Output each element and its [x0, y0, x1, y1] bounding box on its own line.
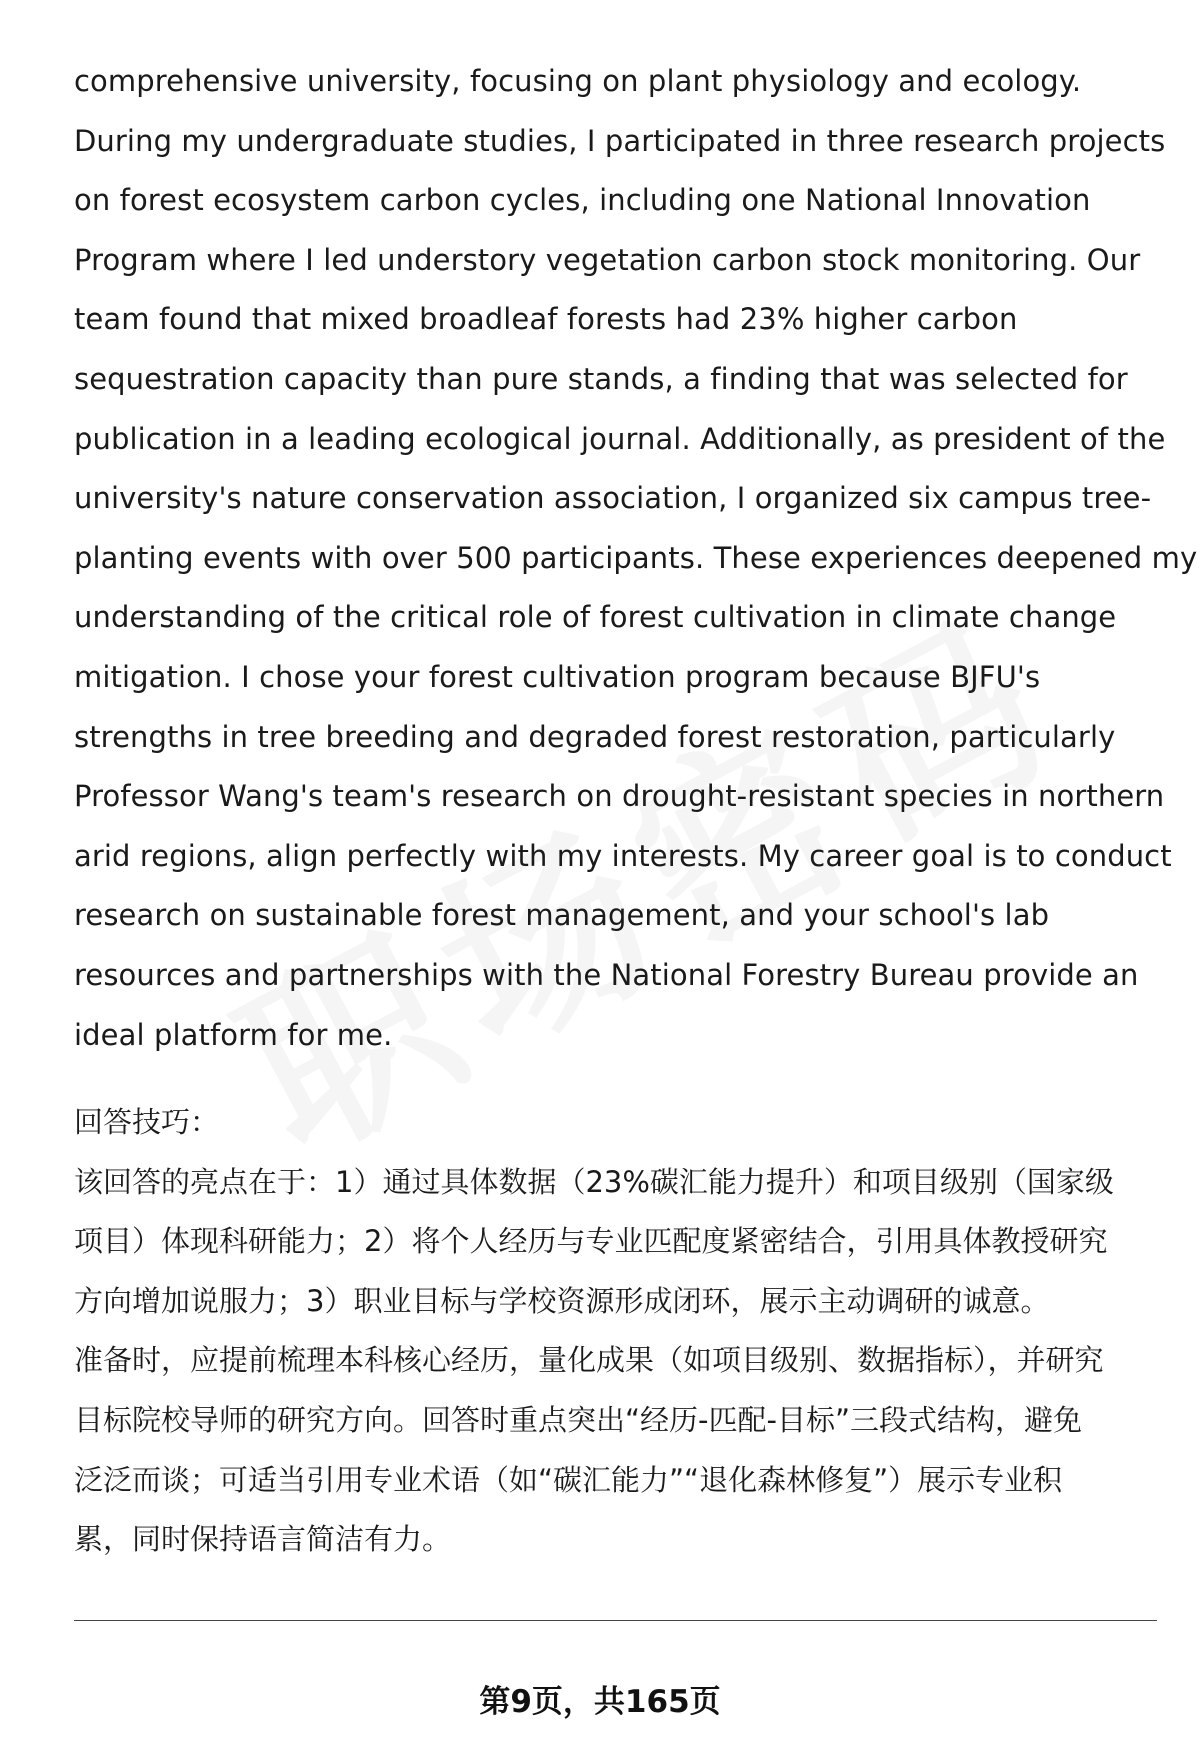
- answer-line: on forest ecosystem carbon cycles, including one National Innovation: [74, 183, 1091, 218]
- tips-line: 累，同时保持语言简洁有力。: [74, 1522, 452, 1557]
- footer-divider: [74, 1620, 1157, 1621]
- answer-paragraph: [74, 52, 1198, 1065]
- tips-line: 方向增加说服力；3）职业目标与学校资源形成闭环，展示主动调研的诚意。: [74, 1283, 1050, 1318]
- tips-heading: 回答技巧：: [74, 1105, 220, 1139]
- answer-line: During my undergraduate studies, I participated in three research projects: [74, 123, 1166, 158]
- answer-tips-section: [74, 1093, 1154, 1570]
- answer-line: understanding of the critical role of forest cultivation in climate change: [74, 600, 1117, 635]
- tips-highlight-paragraph: [74, 1153, 1154, 1332]
- answer-line: comprehensive university, focusing on plant physiology and ecology.: [74, 64, 1082, 98]
- answer-line: research on sustainable forest management, and your school's lab: [74, 898, 1050, 933]
- page-number: 第9页，共165页: [479, 1684, 721, 1720]
- tips-line: 目标院校导师的研究方向。回答时重点突出“经历-匹配-目标”三段式结构，避免: [74, 1402, 1082, 1437]
- answer-line: team found that mixed broadleaf forests had 23% higher carbon: [74, 302, 1018, 337]
- tips-line: 准备时，应提前梳理本科核心经历，量化成果（如项目级别、数据指标），并研究: [74, 1343, 1104, 1378]
- tips-prep-paragraph: [74, 1331, 1154, 1569]
- answer-line: university's nature conservation association, I organized six campus tree-: [74, 481, 1152, 516]
- answer-line: Professor Wang's team's research on drought-resistant species in northern: [74, 779, 1165, 814]
- answer-line: ideal platform for me.: [74, 1017, 393, 1052]
- answer-line: planting events with over 500 participants. These experiences deepened my: [74, 540, 1198, 575]
- answer-line: Program where I led understory vegetation carbon stock monitoring. Our: [74, 242, 1141, 277]
- answer-line: sequestration capacity than pure stands, a finding that was selected for: [74, 361, 1128, 396]
- answer-line: arid regions, align perfectly with my interests. My career goal is to conduct: [74, 838, 1172, 873]
- tips-line: 该回答的亮点在于：1）通过具体数据（23%碳汇能力提升）和项目级别（国家级: [74, 1164, 1114, 1199]
- tips-line: 泛泛而谈；可适当引用专业术语（如“碳汇能力”“退化森林修复”）展示专业积: [74, 1462, 1063, 1497]
- answer-line: strengths in tree breeding and degraded forest restoration, particularly: [74, 719, 1116, 754]
- tips-line: 项目）体现科研能力；2）将个人经历与专业匹配度紧密结合，引用具体教授研究: [74, 1224, 1108, 1259]
- answer-line: resources and partnerships with the National Forestry Bureau provide an: [74, 957, 1139, 992]
- answer-line: publication in a leading ecological journal. Additionally, as president of the: [74, 421, 1166, 456]
- answer-line: mitigation. I chose your forest cultivation program because BJFU's: [74, 659, 1041, 694]
